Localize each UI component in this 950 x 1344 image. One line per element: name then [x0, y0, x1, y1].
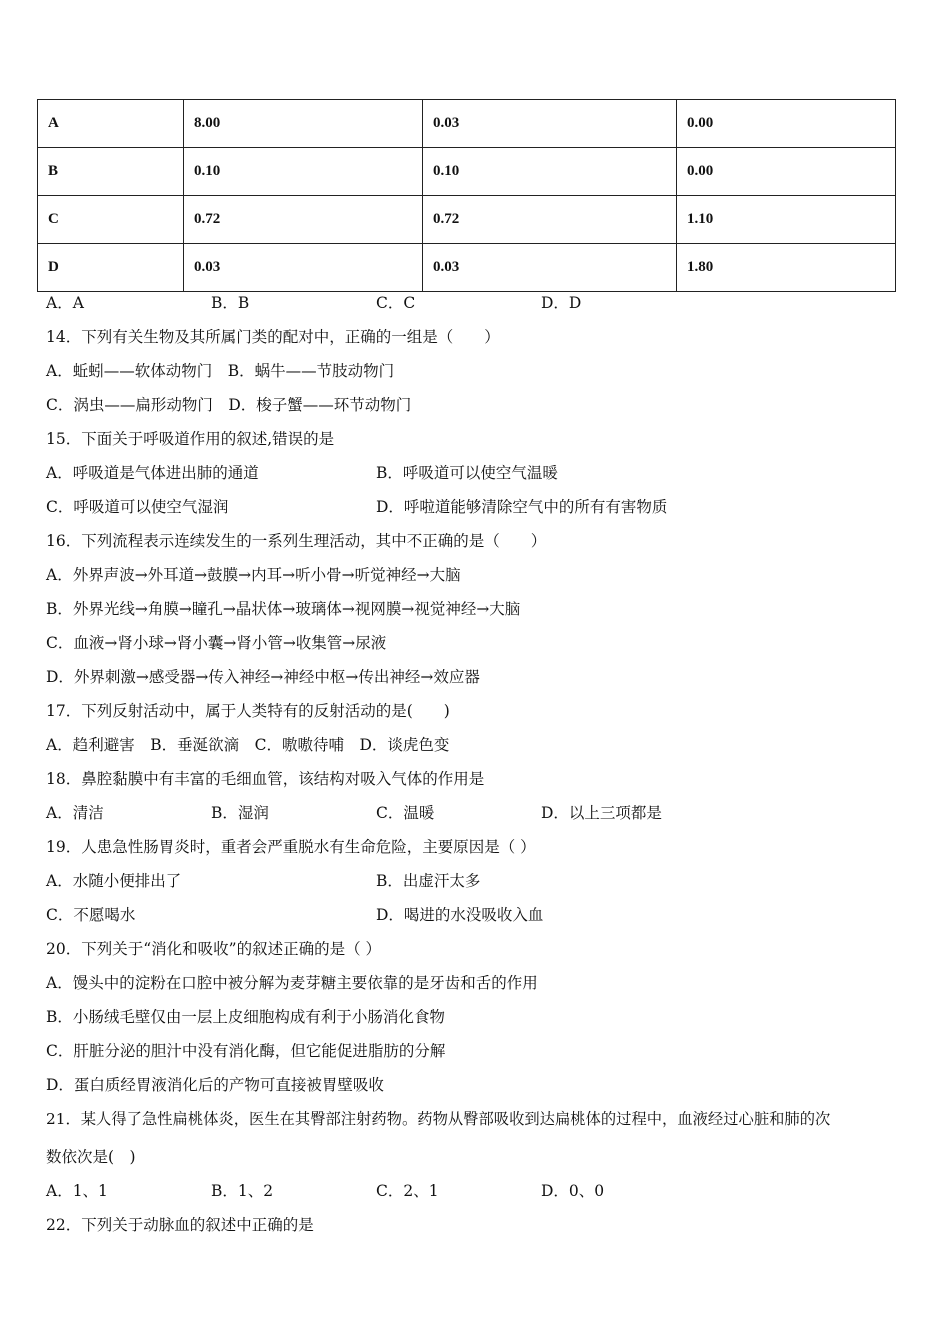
q13-option-b: B．B [211, 294, 250, 312]
q15-option-c: C．呼吸道可以使空气湿润 [46, 498, 229, 516]
q17-stem: 17．下列反射活动中，属于人类特有的反射活动的是( ) [46, 702, 450, 720]
q14-stem: 14．下列有关生物及其所属门类的配对中，正确的一组是（ ） [46, 328, 500, 346]
q14-options-line2: C．涡虫——扁形动物门 D．梭子蟹——环节动物门 [46, 396, 412, 414]
table-row [38, 148, 896, 196]
table-cell: D [38, 244, 184, 292]
table-cell: 0.10 [423, 148, 677, 196]
q13-option-c: C．C [376, 294, 416, 312]
q15-option-b: B．呼吸道可以使空气温暖 [376, 464, 558, 482]
q17-options: A．趋利避害 B．垂涎欲滴 C．嗷嗷待哺 D．谈虎色变 [46, 736, 450, 754]
table-cell: 0.00 [677, 100, 896, 148]
q19-option-a: A．水随小便排出了 [46, 872, 182, 890]
q21-option-d: D．0、0 [541, 1182, 605, 1200]
table-cell: 8.00 [184, 100, 423, 148]
table-cell: 0.00 [677, 148, 896, 196]
table-cell: 0.72 [184, 196, 423, 244]
q15-option-d: D．呼啦道能够清除空气中的所有有害物质 [376, 498, 668, 516]
data-table [37, 99, 896, 292]
table-cell: 1.80 [677, 244, 896, 292]
table-cell: 0.03 [184, 244, 423, 292]
q20-option-b: B．小肠绒毛壁仅由一层上皮细胞构成有利于小肠消化食物 [46, 1008, 445, 1026]
q19-option-c: C．不愿喝水 [46, 906, 136, 924]
table-cell: 0.72 [423, 196, 677, 244]
q19-option-b: B．出虚汗太多 [376, 872, 481, 890]
q13-option-d: D．D [541, 294, 582, 312]
table-cell: 0.03 [423, 100, 677, 148]
q16-option-c: C．血液→肾小球→肾小囊→肾小管→收集管→尿液 [46, 634, 387, 652]
q16-option-b: B．外界光线→角膜→瞳孔→晶状体→玻璃体→视网膜→视觉神经→大脑 [46, 600, 521, 618]
table-cell: 0.03 [423, 244, 677, 292]
table-cell: 0.10 [184, 148, 423, 196]
q18-stem: 18．鼻腔黏膜中有丰富的毛细血管，该结构对吸入气体的作用是 [46, 770, 485, 788]
table-row [38, 100, 896, 148]
table-row [38, 196, 896, 244]
q16-option-a: A．外界声波→外耳道→鼓膜→内耳→听小骨→听觉神经→大脑 [46, 566, 461, 584]
q21-stem-line1: 21．某人得了急性扁桃体炎，医生在其臀部注射药物。药物从臀部吸收到达扁桃体的过程中，血液经过心脏和肺的次 [46, 1110, 831, 1128]
q18-option-c: C．温暖 [376, 804, 435, 822]
q21-option-b: B．1、2 [211, 1182, 274, 1200]
q20-option-a: A．馒头中的淀粉在口腔中被分解为麦芽糖主要依靠的是牙齿和舌的作用 [46, 974, 538, 992]
q14-options-line1: A．蚯蚓——软体动物门 B．蜗牛——节肢动物门 [46, 362, 395, 380]
q20-option-c: C．肝脏分泌的胆汁中没有消化酶，但它能促进脂肪的分解 [46, 1042, 446, 1060]
q21-option-c: C．2、1 [376, 1182, 439, 1200]
table-cell: B [38, 148, 184, 196]
q15-stem: 15．下面关于呼吸道作用的叙述,错误的是 [46, 430, 335, 448]
q21-option-a: A．1、1 [46, 1182, 108, 1200]
table-cell: A [38, 100, 184, 148]
q19-option-d: D．喝进的水没吸收入血 [376, 906, 544, 924]
q13-option-a: A．A [46, 294, 84, 312]
q19-stem: 19．人患急性肠胃炎时，重者会严重脱水有生命危险，主要原因是（ ） [46, 838, 536, 856]
q21-stem-line2: 数依次是( ) [46, 1148, 136, 1166]
q16-option-d: D．外界刺激→感受器→传入神经→神经中枢→传出神经→效应器 [46, 668, 480, 686]
q20-option-d: D．蛋白质经胃液消化后的产物可直接被胃壁吸收 [46, 1076, 384, 1094]
q18-option-d: D．以上三项都是 [541, 804, 662, 822]
q18-option-b: B．湿润 [211, 804, 269, 822]
q18-option-a: A．清洁 [46, 804, 104, 822]
q22-stem: 22．下列关于动脉血的叙述中正确的是 [46, 1216, 314, 1234]
table-cell: C [38, 196, 184, 244]
q16-stem: 16．下列流程表示连续发生的一系列生理活动，其中不正确的是（ ） [46, 532, 547, 550]
q20-stem: 20．下列关于“消化和吸收”的叙述正确的是（ ） [46, 940, 381, 958]
q15-option-a: A．呼吸道是气体进出肺的通道 [46, 464, 259, 482]
table-row [38, 244, 896, 292]
table-cell: 1.10 [677, 196, 896, 244]
